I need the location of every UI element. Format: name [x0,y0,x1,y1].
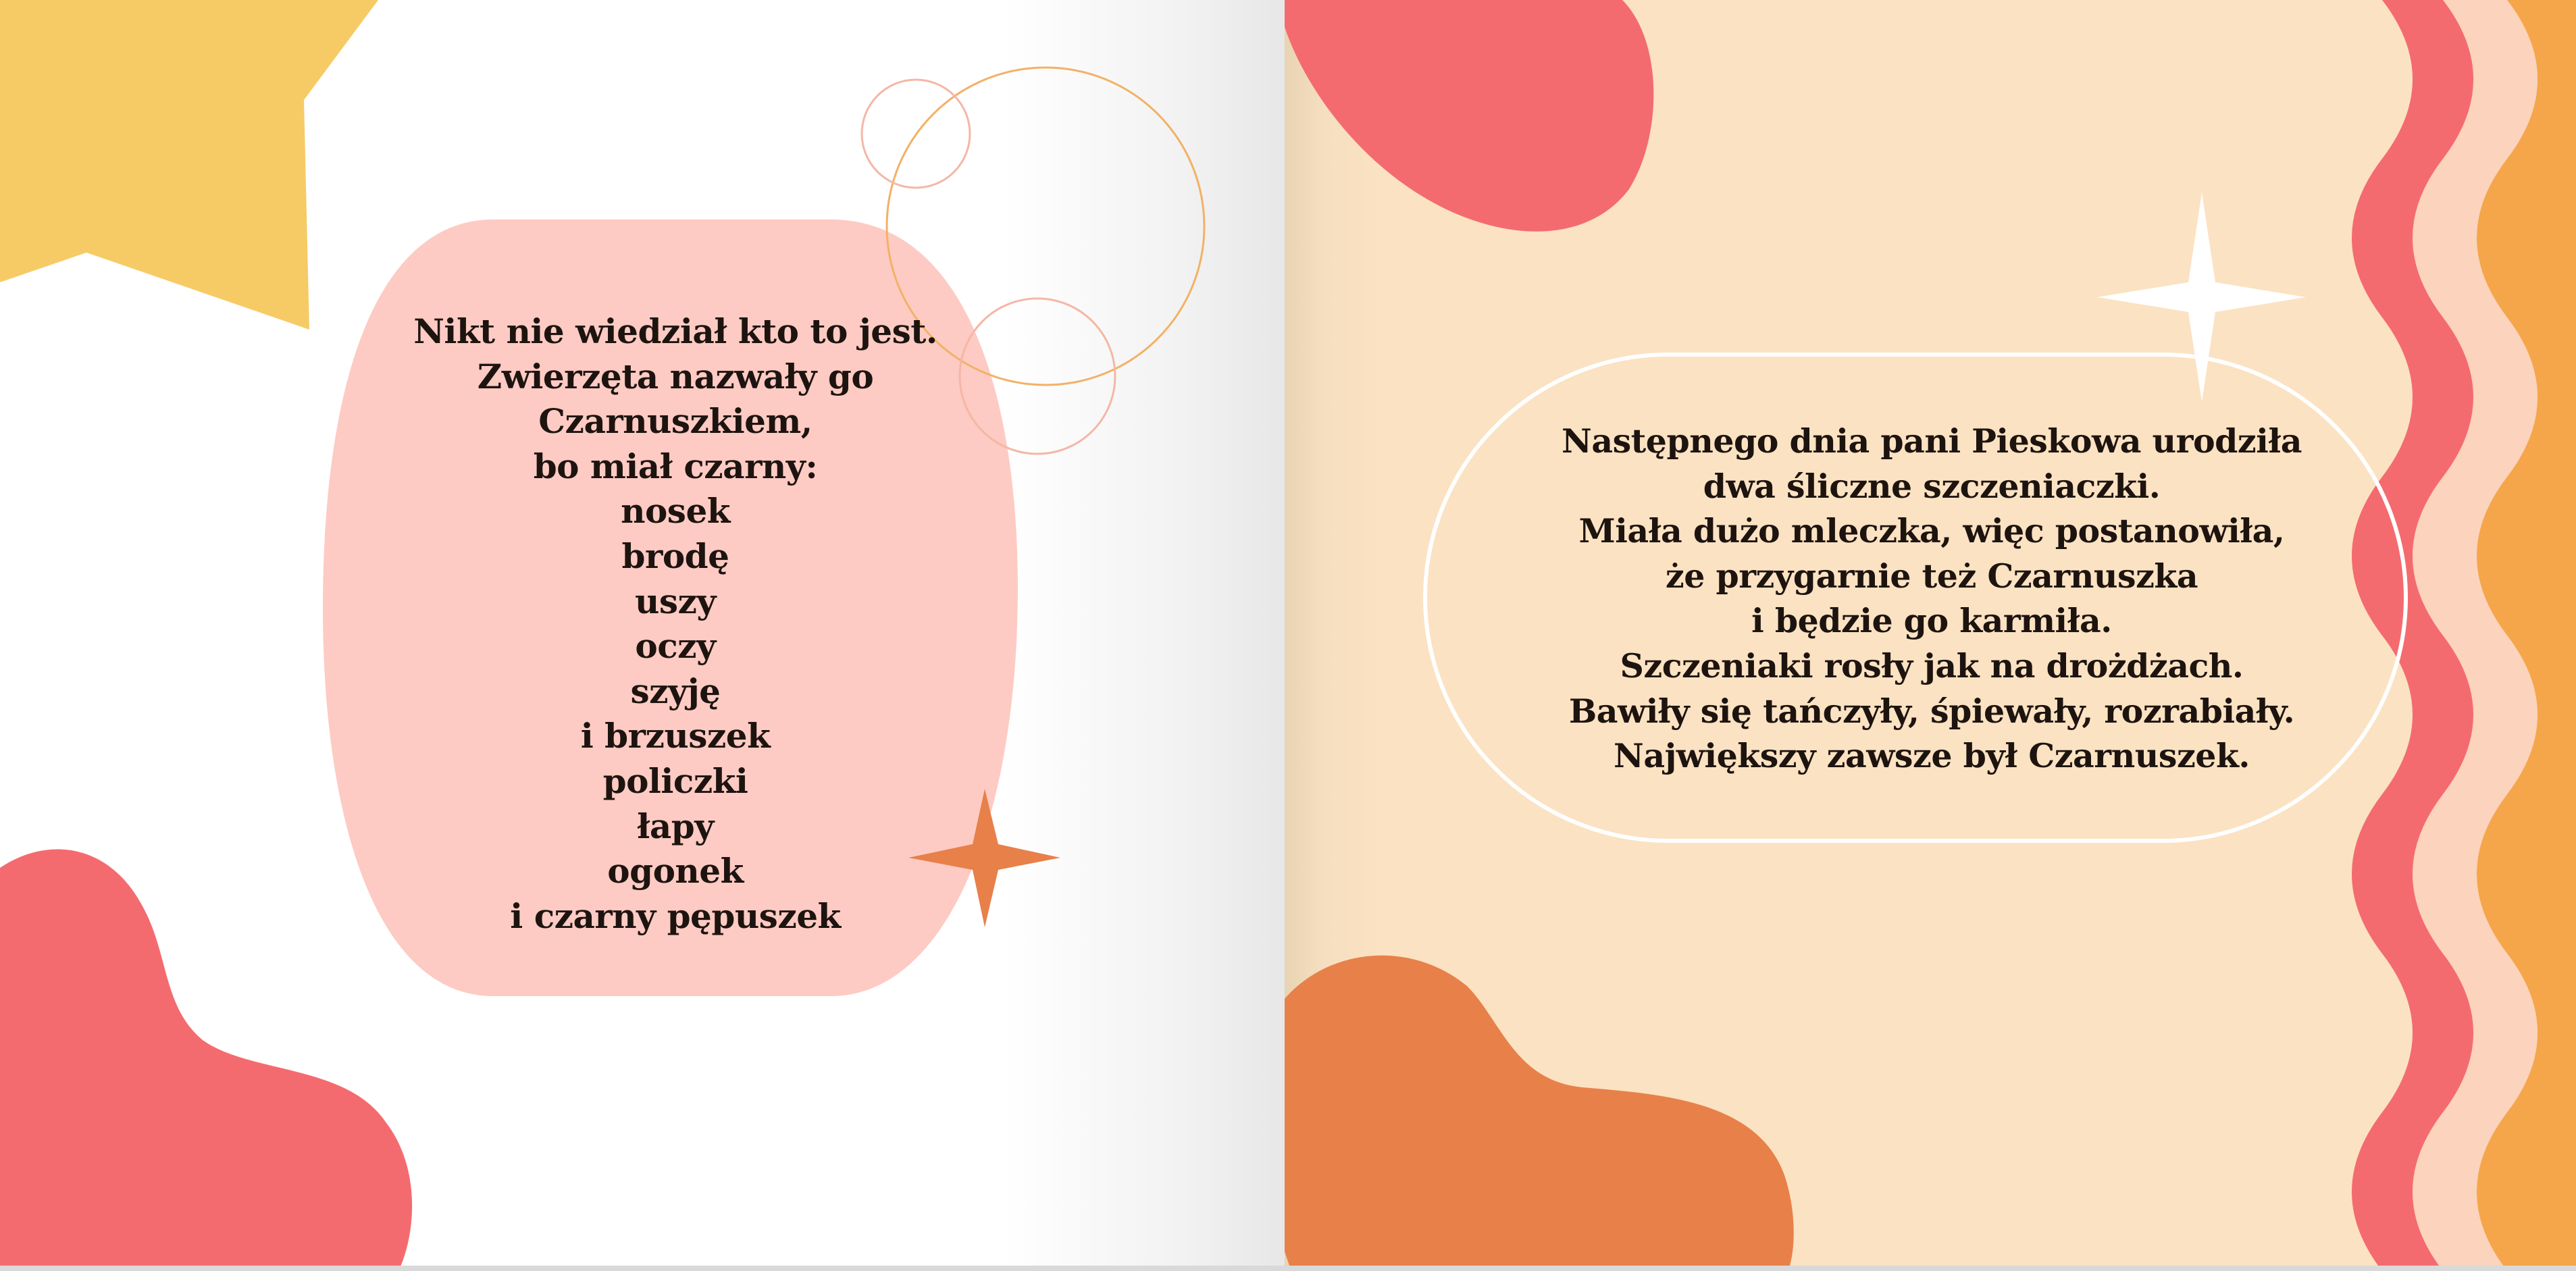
coral-blob-top [1285,0,1653,232]
yellow-star-shape [0,0,378,330]
left-page [0,0,1285,1271]
right-page-story-text: Następnego dnia pani Pieskowa urodziła dwa śliczne szczeniaczki. Miała dużo mleczka, więc postanowiła, że przygarnie też Czarnuszka i będzie go karmiła. Szczeniaki rosły jak na drożdżach. Bawiły się tańczyły, śpiewały, rozrabiały. Największy zawsze był Czarnuszek. [1562,421,2302,776]
page-bottom-edge [0,1266,2576,1271]
white-sparkle-icon [2097,192,2306,402]
left-page-story-text: Nikt nie wiedział kto to jest. Zwierzęta nazwały go Czarnuszkiem, bo miał czarny: nosek brodę uszy oczy szyję i brzuszek policzki łapy ogonek i czarny pępuszek [413,311,937,936]
right-page [1285,0,2576,1271]
orange-blob-bottom [1285,956,1794,1271]
